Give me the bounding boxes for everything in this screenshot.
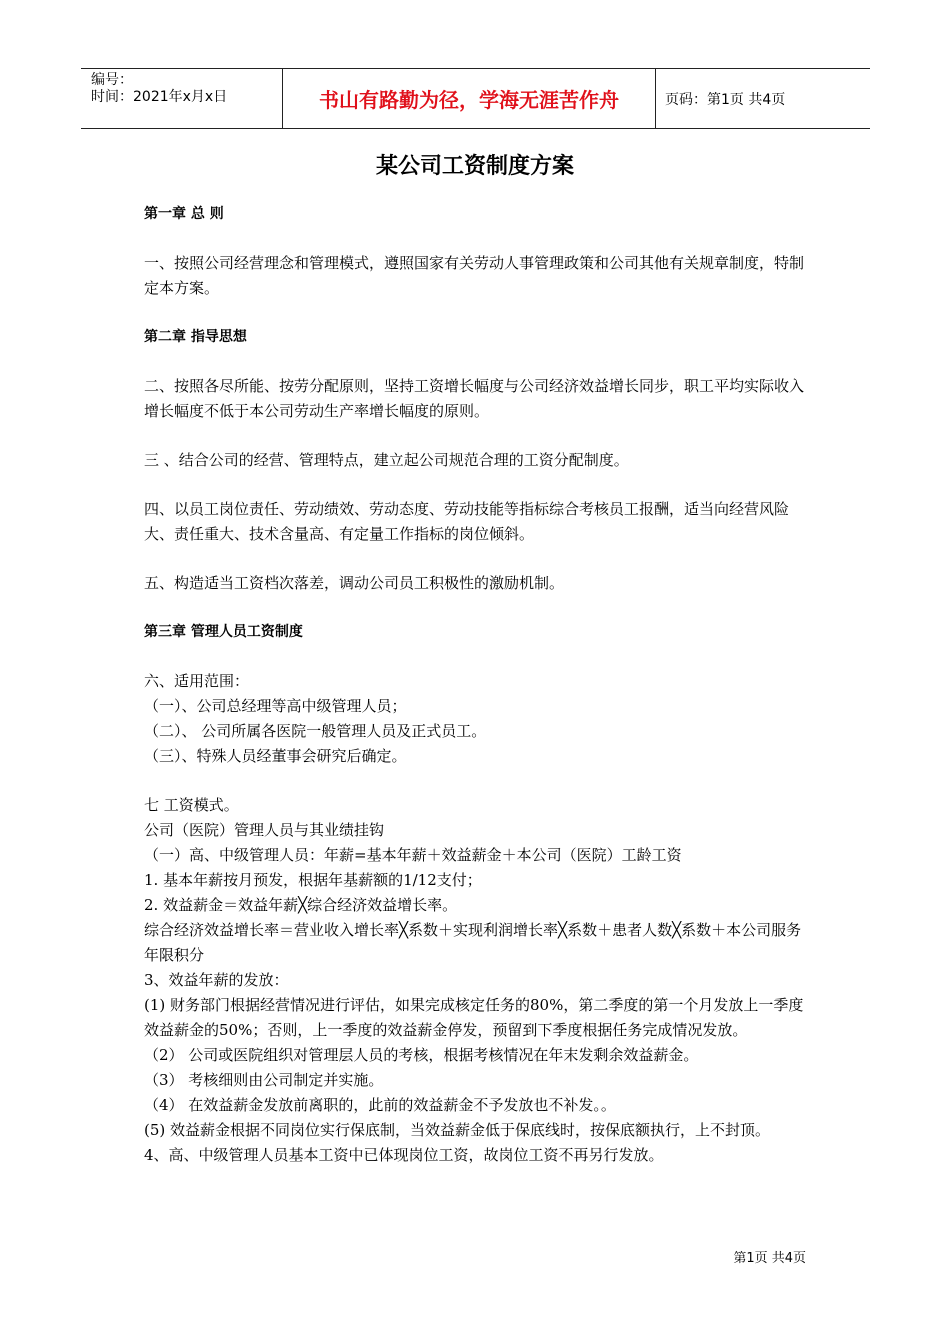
list-item: (5) 效益薪金根据不同岗位实行保底制，当效益薪金低于保底线时，按保底额执行，上不封顶。 [144,1121,771,1139]
header-divider [655,69,656,128]
paragraph: 3、效益年薪的发放： [144,971,289,989]
list-item: 1. 基本年薪按月预发，根据年基薪额的1/12支付； [144,871,482,889]
paragraph: 五、构造适当工资档次落差，调动公司员工积极性的激励机制。 [144,574,565,592]
chapter-heading: 第二章 指导思想 [144,329,247,345]
paragraph: 综合经济效益增长率＝营业收入增长率╳系数＋实现利润增长率╳系数＋患者人数╳系数＋本公司服务年限积分 [144,921,802,964]
chapter-heading: 第一章 总 则 [144,206,224,222]
paragraph: 二、按照各尽所能、按劳分配原则，坚持工资增长幅度与公司经济效益增长同步，职工平均实际收入增长幅度不低于本公司劳动生产率增长幅度的原则。 [144,377,805,420]
list-item: （4） 在效益薪金发放前离职的，此前的效益薪金不予发放也不补发。。 [144,1096,616,1114]
paragraph: 三 、结合公司的经营、管理特点，建立起公司规范合理的工资分配制度。 [144,451,629,469]
document-title: 某公司工资制度方案 [375,154,574,179]
paragraph: 一、按照公司经营理念和管理模式，遵照国家有关劳动人事管理政策和公司其他有关规章制度，特制定本方案。 [144,254,805,297]
list-item: （一）、公司总经理等高中级管理人员； [144,697,407,715]
paragraph: 七 工资模式。 [144,796,239,814]
list-item: （2） 公司或医院组织对管理层人员的考核，根据考核情况在年末发剩余效益薪金。 [144,1046,699,1064]
header-meta [91,72,227,106]
chapter-heading: 第三章 管理人员工资制度 [144,624,303,640]
page-header [81,68,870,129]
paragraph: 六、适用范围： [144,672,250,690]
paragraph: 公司（医院）管理人员与其业绩挂钩 [144,821,385,839]
list-item: （3） 考核细则由公司制定并实施。 [144,1071,384,1089]
list-item: （三）、特殊人员经董事会研究后确定。 [144,747,407,765]
date-label: 时间：2021年x月x日 [91,89,228,105]
header-page-info: 页码：第1页 共4页 [665,91,786,108]
page-footer: 第1页 共4页 [733,1251,806,1266]
list-item: 2. 效益薪金＝效益年薪╳综合经济效益增长率。 [144,896,458,914]
paragraph: （一）高、中级管理人员：年薪=基本年薪＋效益薪金＋本公司（医院）工龄工资 [144,846,682,864]
list-item: (1) 财务部门根据经营情况进行评估，如果完成核定任务的80%，第二季度的第一个月发放上一季度效益薪金的50%；否则，上一季度的效益薪金停发，预留到下季度根据任务完成情况发放。 [144,996,804,1039]
header-motto: 书山有路勤为径，学海无涯苦作舟 [319,88,619,112]
document-body [144,202,812,1168]
list-item: （二）、 公司所属各医院一般管理人员及正式员工。 [144,722,487,740]
paragraph: 4、高、中级管理人员基本工资中已体现岗位工资，故岗位工资不再另行发放。 [144,1146,664,1164]
doc-number-label: 编号： [91,72,133,88]
paragraph: 四、以员工岗位责任、劳动绩效、劳动态度、劳动技能等指标综合考核员工报酬，适当向经营风险大、责任重大、技术含量高、有定量工作指标的岗位倾斜。 [144,500,790,543]
